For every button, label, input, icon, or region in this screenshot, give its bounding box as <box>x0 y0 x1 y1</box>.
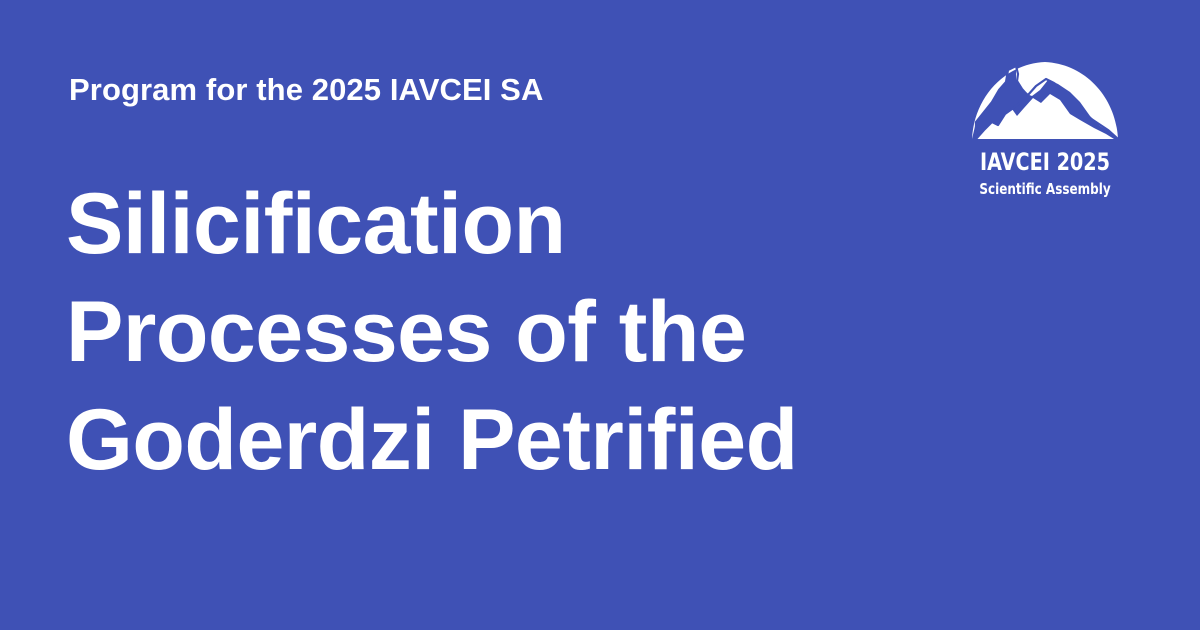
logo-subtitle: Scientific Assembly <box>979 180 1111 198</box>
volcano-dome-icon <box>962 56 1128 146</box>
title-line-1: Silicification <box>66 176 566 272</box>
logo-name: IAVCEI 2025 <box>979 148 1111 176</box>
page-title <box>66 170 966 494</box>
title-line-2: Processes of the <box>66 284 747 380</box>
title-line-3: Goderdzi Petrified <box>66 392 798 488</box>
program-label: Program for the 2025 IAVCEI SA <box>69 72 544 107</box>
iavcei-logo <box>962 56 1128 206</box>
